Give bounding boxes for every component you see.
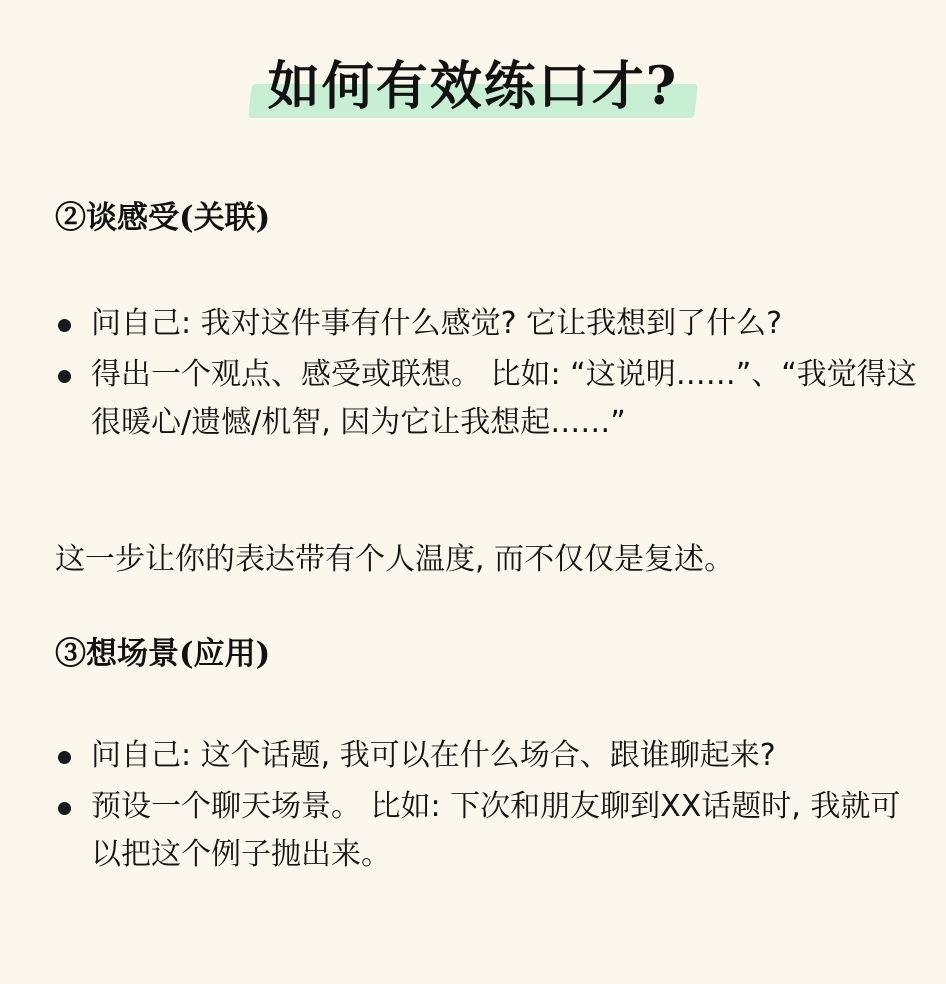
list-item	[58, 351, 918, 447]
section-heading-feelings: ②谈感受(关联)	[55, 200, 271, 236]
bullet-icon	[58, 319, 71, 332]
bullet-icon	[58, 802, 71, 815]
bullet-icon	[58, 751, 71, 764]
list-item-text: 问自己: 我对这件事有什么感觉? 它让我想到了什么?	[91, 306, 783, 341]
list-item-text: 得出一个观点、感受或联想。 比如: “这说明……”、“我觉得这很暖心/遗憾/机智, 因为它让我想起……”	[91, 357, 917, 440]
page-title	[268, 52, 678, 122]
scenarios-list	[58, 732, 918, 882]
bullet-icon	[58, 370, 71, 383]
list-item-text: 预设一个聊天场景。 比如: 下次和朋友聊到XX话题时, 我就可以把这个例子抛出来。	[91, 789, 901, 872]
feelings-list	[58, 300, 918, 450]
list-item	[58, 300, 918, 348]
section-heading-scenarios: ③想场景(应用)	[55, 636, 271, 672]
section-note: 这一步让你的表达带有个人温度, 而不仅仅是复述。	[55, 542, 735, 577]
page-title-text: 如何有效练口才?	[267, 56, 679, 117]
list-item	[58, 783, 918, 879]
title-area	[0, 52, 946, 122]
list-item-text: 问自己: 这个话题, 我可以在什么场合、跟谁聊起来?	[91, 738, 776, 773]
list-item	[58, 732, 918, 780]
